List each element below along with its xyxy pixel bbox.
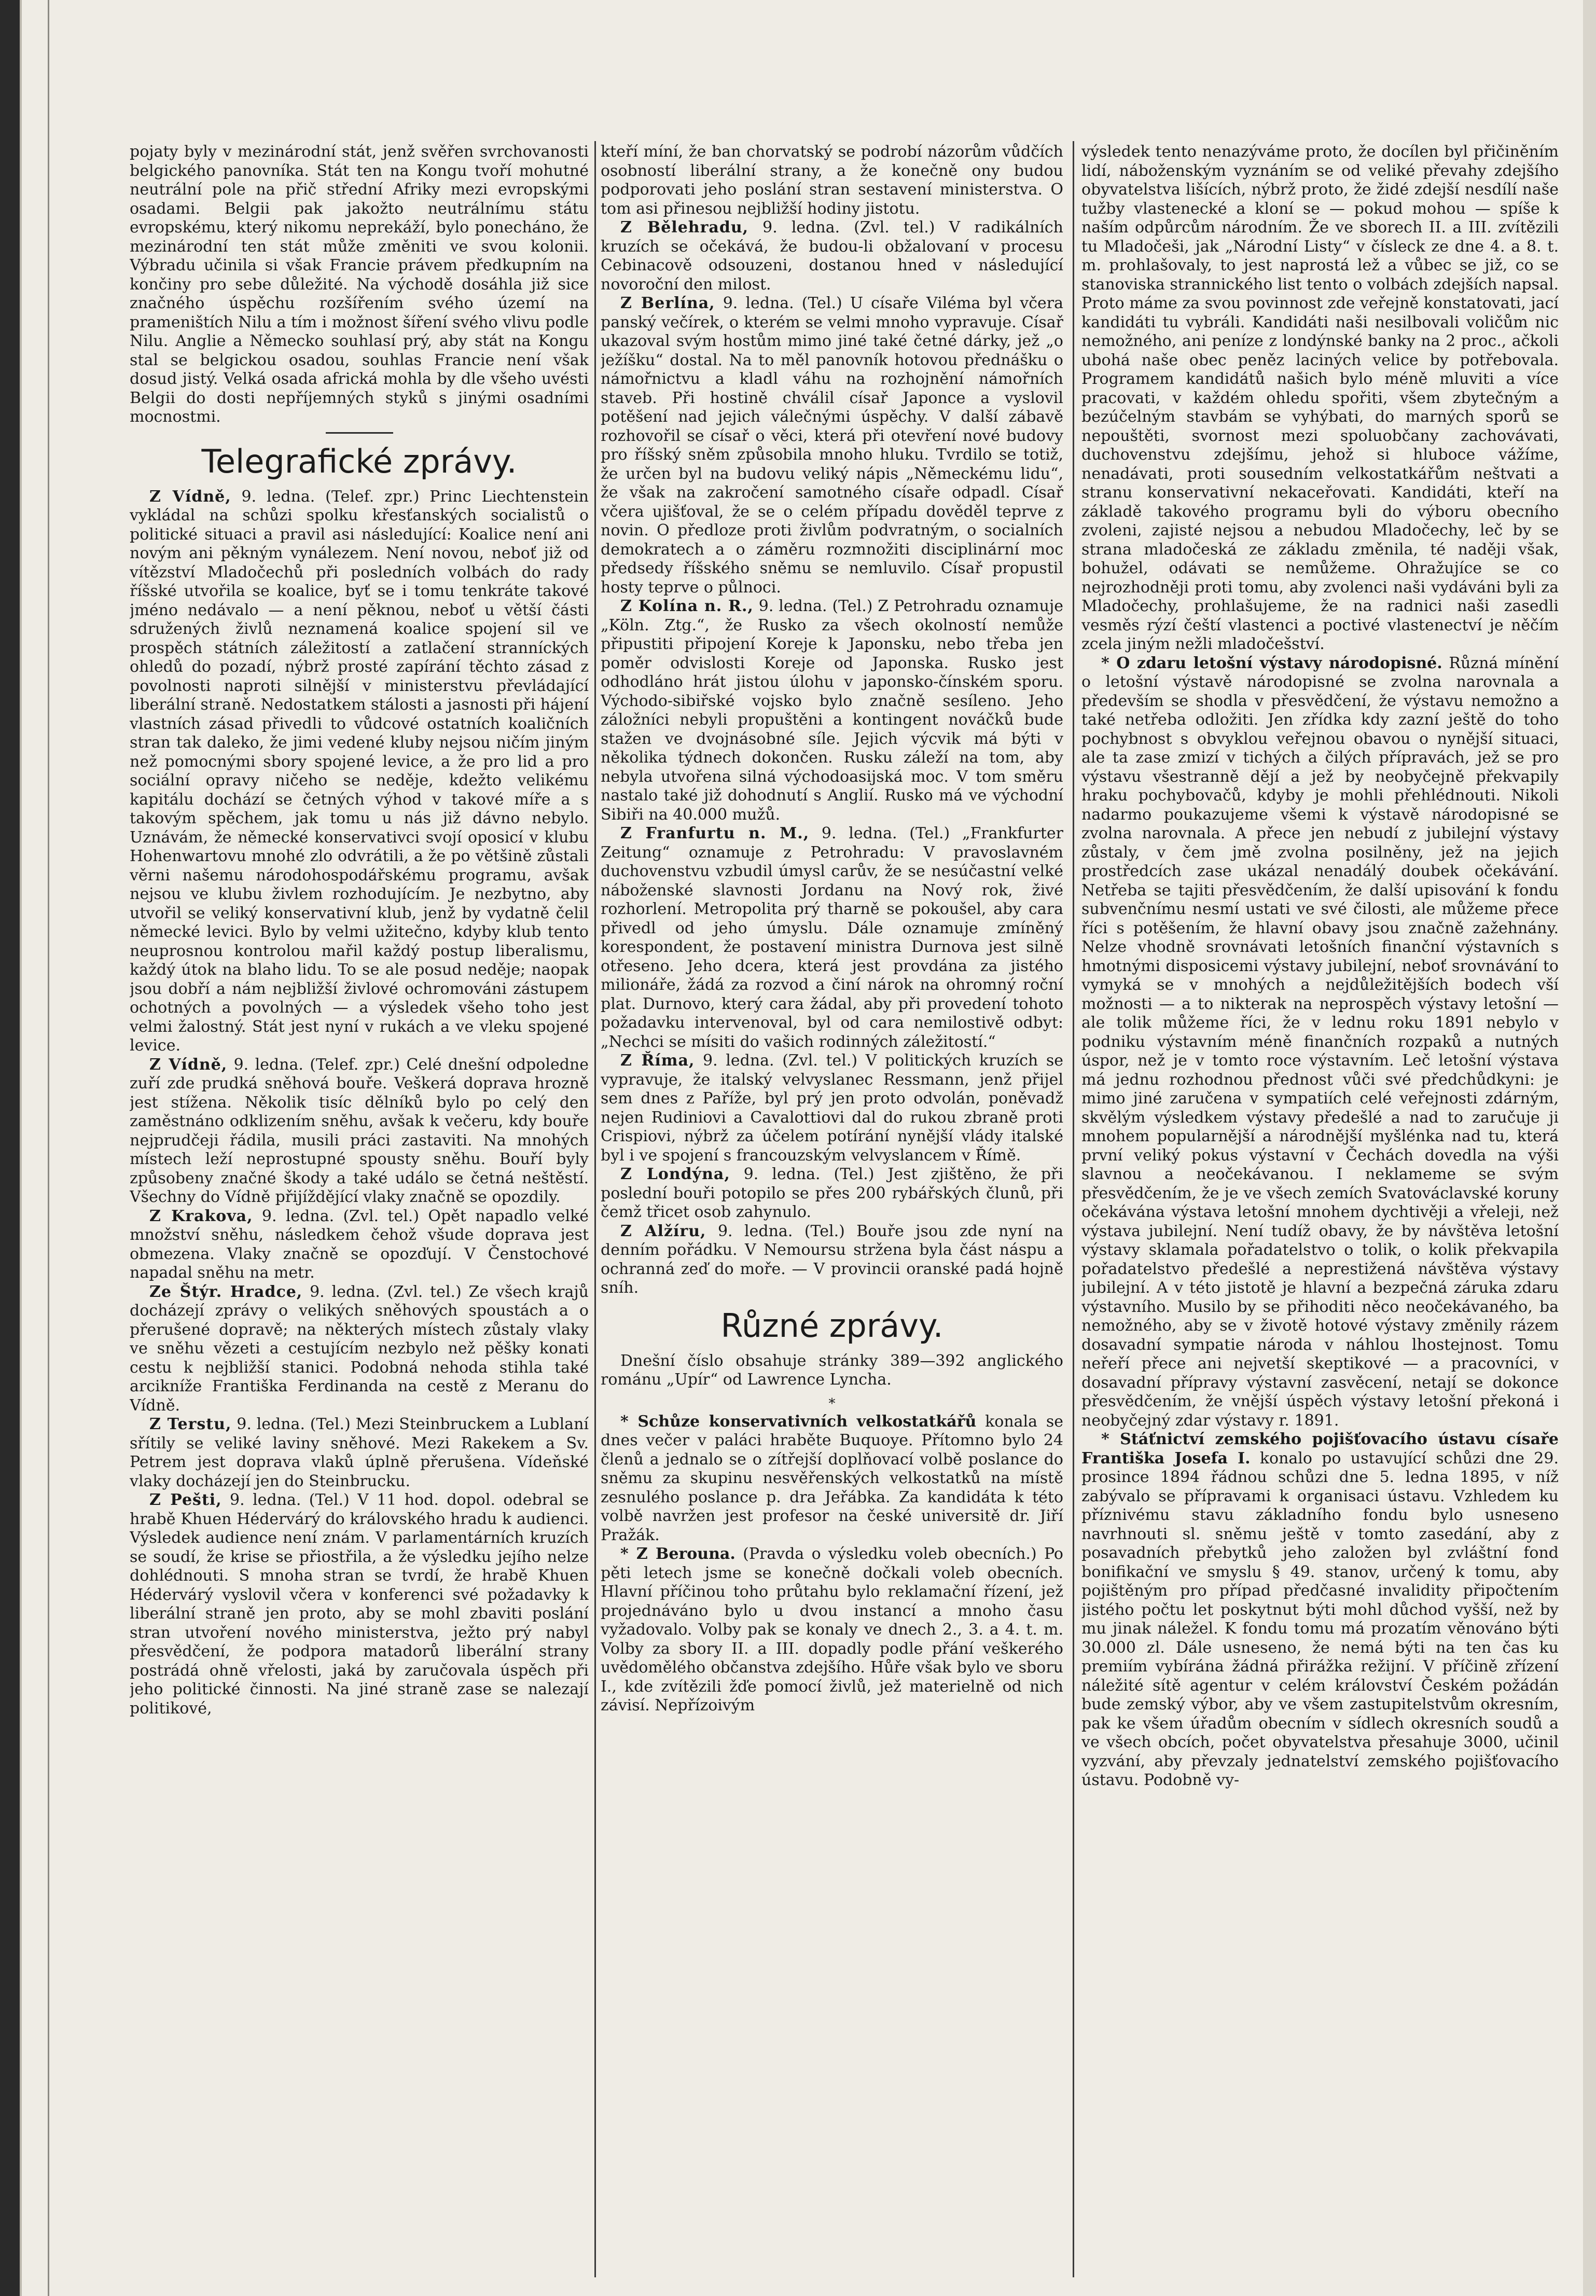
dateline: Z Londýna,: [620, 1165, 730, 1183]
column-rule: [1073, 141, 1074, 2277]
fold-line: [48, 0, 49, 2296]
article-continuation: pojaty byly v mezinárodní stát, jenž svěřen svrchovanosti belgického panovníka. Stát ten na Kongu tvoří mohutné neutrální pole na přič střední Afriky mezi evropskými osadami. Belgii pak jakožto neutrálnímu státu evropskému, který nikomu neprekáží, bylo ponecháno, že mezinárodní ten stát může změniti ve svou kolonii. Výbradu učinila si však Francie právem předkupním na končiny pro sebe důležité. Na východě dosáhla již sice značného úspěchu rozšířením svého území na prameništích Nilu a tím i možnost šíření svého vlivu podle Nilu. Anglie a Německo souhlasí prý, aby stát na Kongu stal se belgickou osadou, souhlas Francie není však dosud jistý. Velká osada africká mohla by dle všeho uvésti Belgii do dosti nepříjemných styků s jinými osadními mocnostmi.: [130, 143, 589, 426]
news-item: Z Pešti, 9. ledna. (Tel.) V 11 hod. dopol. odebral se hrabě Khuen Hédervárý do královského hradu k audienci. Výsledek audience není znám. V parlamentárních kruzích se soudí, že krise se přiostřila, a že výsledku jejího nelze dohlédnouti. S mnoha stran se tvrdí, že hrabě Khuen Hédervárý vyslovil včera v konferenci své požadavky k liberální straně jen proto, aby se mohl zbaviti poslání stran utvoření nového ministerstva, ježto prý nabyl přesvědčení, že podpora matadorů liberální strany postrádá ohně vřelosti, jaká by zaručovala úspěch při jeho politické činnosti. Na jiné straně zase se nalezají politikové,: [130, 1491, 589, 1718]
news-item: Z Terstu, 9. ledna. (Tel.) Mezi Steinbruckem a Lublaní sřítily se veliké laviny sněhové. Mezi Rakekem a Sv. Petrem jest doprava vlaků úplně přerušena. Vídeňské vlaky docházejí jen do Steinbrucku.: [130, 1415, 589, 1490]
notice-title: * Stáťnictví zemského pojišťovacího ústavu císaře Františka Josefa I.: [1081, 1430, 1559, 1468]
item-ornament: *: [828, 1395, 836, 1412]
section-heading: Různé zprávy.: [720, 1306, 943, 1345]
notice-title: * Schůze konservativních velkostatkářů: [620, 1412, 977, 1431]
notice-item: * Z Berouna. (Pravda o výsledku voleb obecních.) Po pěti letech jsme se konečně dočkali voleb obecních. Hlavní příčinou toho průtahu bylo reklamační řízení, jež projednáváno bylo u dvou instancí a mnoho času vyžadovalo. Volby pak se konaly ve dnech 2., 3. a 4. t. m. Volby za sbory II. a III. dopadly podle přání veškerého uvědomělého občanstva zdejšího. Hůře však bylo ve sboru I., kde zvítězili žďe pomocí živlů, jež materielně od nich závisí. Nepřízoivým: [601, 1545, 1063, 1714]
news-item: Z Londýna, 9. ledna. (Tel.) Jest zjištěno, že při poslední bouři potopilo se přes 200 rybářských člunů, při čemž třicet osob zahynulo.: [601, 1165, 1063, 1221]
dateline: Z Pešti,: [149, 1491, 222, 1509]
news-item: Z Berlína, 9. ledna. (Tel.) U císaře Viléma byl včera panský večírek, o kterém se velmi mnoho vypravuje. Císař ukazoval svým hostům mimo jiné také četné dárky, jež „o ježíšku“ dostal. Na to měl panovník hotovou přednášku o námořnictvu a kladl váhu na rozhojnění námořních staveb. Při hostině chválil císař Japonce a vyslovil potěšení nad jejich válečnými úspěchy. V další zábavě rozhovořil se císař o věci, která při otevření nové budovy pro říšský sněm způsobila mnoho hluku. Tvrdilo se totiž, že určen byl na budovu veliký nápis „Německému lidu“, že však na zakročení samotného císaře odpadl. Císař včera ujišťoval, že se o celém případu dověděl teprve z novin. O předloze proti živlům podvratným, o socialních demokratech a o záměru rozmnožiti disciplinární moc předsedy říšského sněmu se nemluvilo. Císař propustil hosty teprve o půlnoci.: [601, 294, 1063, 597]
dateline: Z Krakova,: [149, 1207, 253, 1225]
section-separator: [326, 432, 393, 434]
dateline: Z Říma,: [620, 1052, 695, 1070]
column-3: [1081, 143, 1559, 2280]
notice-title: * O zdaru letošní výstavy národopisné.: [1101, 654, 1442, 672]
dateline: Z Kolína n. R.,: [620, 597, 754, 615]
news-item: Z Vídně, 9. ledna. (Telef. zpr.) Princ Liechtenstein vykládal na schůzi spolku křesťanských socialistů o politické situaci a pravil asi následující: Koalice není ani novým ani pěkným vynálezem. Není novou, neboť již od vítězství Mladočechů při posledních volbách do rady říšské utvořila se koalice, byť se i tomu tenkráte takové jméno nedávalo — a není pěknou, neboť u větší části sdružených živlů neznamená koalice spojení sil ve prospěch státních záležitostí a zatlačení stranníckých ohledů do pozadí, nýbrž prosté zapírání těchto zásad z povolnosti naproti silnější v ministerstvu převládající liberální straně. Nedostatkem stálosti a jasnosti při hájení vlastních zásad přivedli to vůdcové ostatních koaličních stran tak daleko, že jimi vedené kluby nejsou ničím jiným než pomocnými sbory spojené levice, a že pro lid a pro sociální opravy ničeho se neděje, kdežto velikému kapitálu dochází se četných výhod v takové míře a s takovým spěchem, jak tomu u nás již dávno nebylo. Uznávám, že německé konservativci svojí oposicí v klubu Hohenwartovu mnohé zlo odvrátili, a že po většině zůstali věrni našemu národohospodářskému programu, avšak nejsou ve klubu živlem rozhodujícím. Je nezbytno, aby utvořil se veliký konservativní klub, jenž by vydatně čelil německé levici. Bylo by velmi užitečno, kdyby klub tento neuprosnou kontrolou mařil každý postup liberalismu, každý útok na blaho lidu. To se ale posud neděje; naopak jsou dobří a nám nejbližší živlové ochromováni zástupem ochotných a povolných — a výsledek všeho toho jest velmi žalostný. Stát jest nyní v rukách a ve vleku spojené levice.: [130, 487, 589, 1055]
dateline: Z Terstu,: [149, 1415, 232, 1433]
dateline: Z Bělehradu,: [620, 218, 749, 237]
dateline: Z Vídně,: [149, 487, 231, 506]
article-continuation: výsledek tento nenazýváme proto, že docílen byl přičiněním lidí, náboženským vyznáním se od veliké převahy zdejšího obyvatelstva lišících, nýbrž proto, že židé zdejší nesdílí naše tužby vlastenecké a kloní se — pokud mohou — spíše k naším odpůrcům národním. Že ve sborech II. a III. zvítězili tu Mladočeši, jak „Národní Listy“ v čísleck ze dne 4. a 8. t. m. prohlašovaly, to jest naprostá lež a vůbec se již, co se stanoviska strannického list tento o volbách zdejších napsal. Proto máme za svou povinnost zde veřejně konstatovati, jací kandidáti tu vybráli. Kandidáti naši nesilbovali voličům nic nemožného, ani peníze z londýnské banky na 2 proc., ačkoli ubohá naše obec peněz laciných velice by potřebovala. Programem kandidátů našich bylo méně mluviti a více pracovati, v každém ohledu spořiti, všem zbytečným a bezúčelným stavbám se vyhýbati, do marných sporů se nepouštěti, svornost mezi spoluobčany zachovávati, duchovenstvu zdejšímu, jehož si hluboce vážíme, nenadávati, proti sousedním velkostatkářům neštvati a stranu konservativní nekaceřovati. Kandidáti, kteří na základě takového programu byli do výboru obecního zvoleni, zajisté nejsou a nebudou Mladočechy, leč by se strana mladočeská ze základu změnila, té naději však, bohužel, odávati se nemůžeme. Ohražujíce se co nejrozhodněji proti tomu, aby zvolenci naši vydáváni byli za Mladočechy, prohlašujeme, že na radnici naši zasedli vesměs rýzí čeští vlastenci a poctivé vlastenectví je něčím zcela jiným nežli mladočešství.: [1081, 143, 1559, 653]
news-item: Z Říma, 9. ledna. (Zvl. tel.) V politických kruzích se vypravuje, že italský velvyslanec Ressmann, jenž přijel sem dnes z Paříže, byl prý jen proto odvolán, poněvadž nejen Rudiniovi a Cavalottiovi dal do rukou zbraně proti Crispiovi, nýbrž za účelem potírání nynější vlády italské byl i ve spojení s francouzským velvyslancem v Římě.: [601, 1052, 1063, 1165]
news-item: Ze Štýr. Hradce, 9. ledna. (Zvl. tel.) Ze všech krajů docházejí zprávy o velikých sněhových spoustách a o přerušené dopravě; na některých místech zůstaly vlaky ve sněhu vězeti a cestujícím nezbylo než pěšky konati cestu k nejbližší stanici. Podobná nehoda stihla také arcikníže Františka Ferdinanda na cestě z Meranu do Vídně.: [130, 1282, 589, 1415]
dateline: Z Vídně,: [149, 1055, 228, 1074]
section-heading: Telegrafické zprávy.: [201, 442, 517, 480]
dateline: Ze Štýr. Hradce,: [149, 1282, 303, 1301]
dateline: Z Franfurtu n. M.,: [620, 824, 810, 842]
notice-item: * Schůze konservativních velkostatkářů konala se dnes večer v paláci hraběte Buquoye. Přítomno bylo 24 členů a jednalo se o zítřejší doplňovací volbě poslance do sněmu za skupinu nesvěřenských velkostatků na místě zesnulého poslance p. dra Jeřábka. Za kandidáta k této volbě navržen jest profesor na české universitě dr. Jiří Pražák.: [601, 1412, 1063, 1544]
notice-item: Dnešní číslo obsahuje stránky 389—392 anglického románu „Upír“ od Lawrence Lyncha.: [601, 1351, 1063, 1389]
dateline: Z Berlína,: [620, 294, 715, 312]
column-2: [601, 143, 1063, 2280]
news-item: Z Alžíru, 9. ledna. (Tel.) Bouře jsou zde nyní na denním pořádku. V Nemoursu stržena byla část náspu a ochranná zeď do moře. — V provincii oranské padá hojně sníh.: [601, 1222, 1063, 1297]
scan-binding-edge: [0, 0, 20, 2296]
news-item: Z Bělehradu, 9. ledna. (Zvl. tel.) V radikálních kruzích se očekává, že budou-li obžalovaní v procesu Cebinacově odsouzeni, dostanou hned v následující novoroční den milost.: [601, 218, 1063, 294]
dateline: Z Alžíru,: [620, 1222, 706, 1240]
notice-title: * Z Berouna.: [620, 1545, 735, 1563]
news-item: Z Vídně, 9. ledna. (Telef. zpr.) Celé dnešní odpoledne zuří zde prudká sněhová bouře. Veškerá doprava hrozně jest stížena. Několik tisíc dělníků bylo po celý den zaměstnáno odklizením sněhu, avšak k večeru, kdy bouře nejprudčeji řádila, musili práci zastaviti. Na mnohých místech leží neprostupné spousty sněhu. Bouří byly způsobeny značné škody a také událo se četná neštěstí. Všechny do Vídně přijíždějící vlaky značně se opozdily.: [130, 1055, 589, 1206]
notice-item: * Stáťnictví zemského pojišťovacího ústavu císaře Františka Josefa I. konalo po ustavující schůzi dne 29. prosince 1894 řádnou schůzi dne 5. ledna 1895, v níž zabývalo se přípravami k organisaci ústavu. Vzhledem ku příznivému stavu základního fondu bylo usneseno navrhnouti sl. sněmu ještě v tomto zasedání, aby z posavadních přebytků jeho založen byl zvláštní fond bonifikační ve smyslu § 49. stanov, určený k tomu, aby pojištěným pro případ předčasné invalidity připočtením jistého počtu let poskytnut býti mohl důchod vyšší, než by mu jinak náležel. K fondu tomu má prozatím věnováno býti 30.000 zl. Dále usneseno, že nemá býti na ten čas ku premiím vybírána žádná přirážka režijní. V příčině zřízení náležité sítě agentur v celém království Českém požádán bude zemský výbor, aby ve všem zastupitelstvům okresním, pak ke všem úřadům obecním v sídlech okresních soudů a ve všech obcích, počet obyvatelstva přesahuje 3000, učinil vyzvání, aby převzaly jednatelství zemského pojišťovacího ústavu. Podobně vy-: [1081, 1430, 1559, 1789]
article-continuation: kteří míní, že ban chorvatský se podrobí názorům vůdčích osobností liberální strany, a že konečně ony budou podporovati jeho poslání stran sestavení ministerstva. O tom asi přinesou nejbližší hodiny jistotu.: [601, 143, 1063, 218]
news-item: Z Kolína n. R., 9. ledna. (Tel.) Z Petrohradu oznamuje „Köln. Ztg.“, že Rusko za všech okolností nemůže připustiti připojení Koreje k Japonsku, nebo třeba jen poměr odvislosti Koreje od Japonska. Rusko jest odhodláno hrát jistou úlohu v japonsko-čínském sporu. Východo-sibiřské vojsko bylo značně sesíleno. Jeho záložníci nebyli propuštěni a kontingent nováčků bude stažen ve dvojnásobné síle. Jejich výcvik má býti v několika týdnech dokončen. Rusku záleží na tom, aby nebyla utvořena silná východoasijská moc. V tom směru nastalo také již dohodnutí s Anglií. Rusko má ve východní Sibiři na 40.000 mužů.: [601, 597, 1063, 824]
news-item: Z Krakova, 9. ledna. (Zvl. tel.) Opět napadlo velké množství sněhu, následkem čehož všude doprava jest obmezena. Vlaky značně se opozďují. V Čenstochové napadal sněhu na metr.: [130, 1207, 589, 1282]
column-1: [130, 143, 589, 2280]
notice-item: * O zdaru letošní výstavy národopisné. Různá mínění o letošní výstavě národopisné se zvolna narovnala a především se shodla v přesvědčení, že výstavu nemožno a také netřeba odložiti. Jen zřídka kdy zazní ještě do toho pochybnost s obvyklou veřejnou obavou o nynější situaci, ale ta zase zmizí v tichých a čilých přípravách, jež se pro výstavu všestranně dějí a jež by neobyčejně překvapily hraku pochybovačů, kdyby je mohli přehlédnouti. Nikoli nadarmo poukazujeme všemi k výstavě národopisné se zvolna narovnala. A přece jen nebudí z jubilejní výstavy zůstaly, v čem jmě zvolna posilněny, jež na jejich prostředcích zase ukázal nenadálý doubek očekávání. Netřeba se tajiti přesvědčením, že další upisování k fondu subvenčnímu nesmí ustati ve své čilosti, ale můžeme přece říci s potěšením, že hlavní obavy jsou značně zažehnány. Nelze vhodně srovnávati letošních finanční výstavních s hmotnými disposicemi výstavy jubilejní, neboť srovnávání to vymyká se v mnohých a nejdůležitějších bodech vší možnosti — a to nikterak na neprospěch výstavy letošní — ale tolik můžeme říci, že v lednu roku 1891 nebylo v podniku výstavním méně finančních rozpaků a nutných úspor, než je v tomto roce výstavním. Leč letošní výstava má jednu rozhodnou přednost vůči své předchůdkyni: je mimo jiné zaručena v sympatiích celé veřejnosti zdárným, skvělým výsledkem výstavy předešlé a nad to zaručuje ji mnohem popularnější a národnější myšlénka nad tu, která první veliký pokus výstavní v Čechách dovedla na výši slavnou a neočekávanou. I neklameme se svým přesvědčením, že je ve všech zemích Svatováclavské koruny očekávána výstava letošní mnohem dychtivěji a vřeleji, než výstava jubilejní. Není tudíž obavy, že by návštěva letošní výstavy sklamala pořadatelstvo o tolik, o kolik překvapila pořadatelstvo předešlé a neprestižená návštěva výstavy jubilejní. A v této jistotě je hlavní a bezpečná záruka zdaru výstavního. Musilo by se přihoditi něco neočekávaného, ba nemožného, aby se v životě hotové výstavy změnily rázem dosavadní sympatie národa v náhlou lhostejnost. Tomu neřeří přece ani nejvetší skeptikové — a pracovníci, v dosavadní přípravy výstavní zasvěcení, netají se dokonce přesvědčením, že vnější úspěch výstavy letošní překoná i neobyčejný zdar výstavy r. 1891.: [1081, 654, 1559, 1430]
news-item: Z Franfurtu n. M., 9. ledna. (Tel.) „Frankfurter Zeitung“ oznamuje z Petrohradu: V pravoslavném duchovenstvu vzbudil úmysl carův, že se nesúčastní velké náboženské slavnosti Jordanu na Nový rok, živé rozhorlení. Metropolita prý tharně se pokoušel, aby cara přivedl od jeho úmyslu. Dále oznamuje zmíněný korespondent, že postavení ministra Durnova jest silně otřeseno. Jeho dcera, která jest provdána za jistého milionáře, žádá za rozvod a činí nárok na ohromný roční plat. Durnovo, který cara žádal, aby při provedení tohoto požadavku intervenoval, byl od cara nemilostivě odbyt: „Nechci se mísiti do vašich rodinných záležitostí.“: [601, 824, 1063, 1051]
column-rule: [594, 141, 596, 2277]
